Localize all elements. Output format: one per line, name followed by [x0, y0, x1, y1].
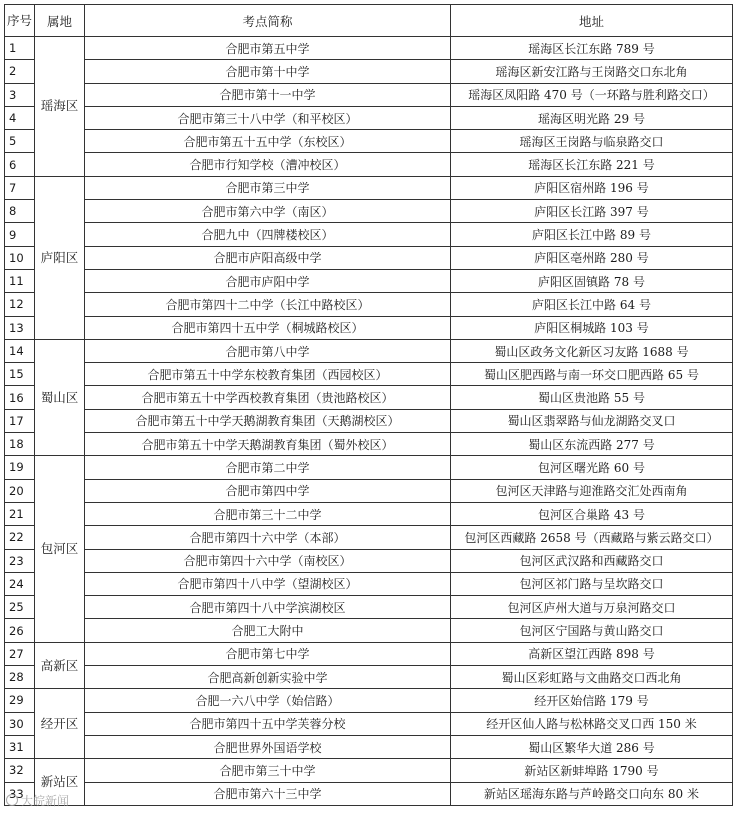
row-number: 2	[5, 60, 35, 83]
school-name: 合肥市第七中学	[85, 642, 451, 665]
table-header-row	[5, 5, 733, 37]
row-number: 24	[5, 572, 35, 595]
row-number: 6	[5, 153, 35, 176]
table-row	[5, 246, 733, 269]
table-row	[5, 479, 733, 502]
school-name: 合肥市第二中学	[85, 456, 451, 479]
table-row	[5, 293, 733, 316]
row-number: 13	[5, 316, 35, 339]
row-number: 15	[5, 363, 35, 386]
school-name: 合肥高新创新实验中学	[85, 666, 451, 689]
watermark	[6, 792, 69, 809]
row-number: 23	[5, 549, 35, 572]
school-name: 合肥市第五十五中学（东校区）	[85, 130, 451, 153]
school-address: 瑶海区明光路 29 号	[451, 106, 733, 129]
row-number: 29	[5, 689, 35, 712]
school-address: 蜀山区政务文化新区习友路 1688 号	[451, 339, 733, 362]
row-number: 10	[5, 246, 35, 269]
school-name: 合肥市庐阳高级中学	[85, 246, 451, 269]
row-number: 27	[5, 642, 35, 665]
row-number: 26	[5, 619, 35, 642]
school-name: 合肥市第四中学	[85, 479, 451, 502]
row-number: 19	[5, 456, 35, 479]
school-address: 包河区庐州大道与万泉河路交口	[451, 596, 733, 619]
school-name: 合肥市庐阳中学	[85, 269, 451, 292]
district-cell: 高新区	[35, 642, 85, 689]
school-name: 合肥市第十中学	[85, 60, 451, 83]
school-name: 合肥市第四十五中学（桐城路校区）	[85, 316, 451, 339]
table-row	[5, 759, 733, 782]
table-row	[5, 60, 733, 83]
school-name: 合肥市第五十中学西校教育集团（贵池路校区）	[85, 386, 451, 409]
row-number: 28	[5, 666, 35, 689]
row-number: 22	[5, 526, 35, 549]
table-row	[5, 712, 733, 735]
table-row	[5, 269, 733, 292]
table-row	[5, 456, 733, 479]
school-address: 包河区合巢路 43 号	[451, 502, 733, 525]
header-address: 地址	[451, 5, 733, 37]
table-row	[5, 502, 733, 525]
table-row	[5, 526, 733, 549]
school-address: 新站区瑶海东路与芦岭路交口向东 80 米	[451, 782, 733, 805]
header-district: 属地	[35, 5, 85, 37]
row-number: 33	[5, 782, 35, 805]
table-row	[5, 37, 733, 60]
table-row	[5, 619, 733, 642]
table-row	[5, 130, 733, 153]
school-address: 庐阳区桐城路 103 号	[451, 316, 733, 339]
school-name: 合肥九中（四牌楼校区）	[85, 223, 451, 246]
row-number: 30	[5, 712, 35, 735]
school-address: 庐阳区长江中路 89 号	[451, 223, 733, 246]
row-number: 18	[5, 433, 35, 456]
school-name: 合肥市第三十二中学	[85, 502, 451, 525]
table-row	[5, 642, 733, 665]
table-row	[5, 106, 733, 129]
exam-venue-table	[4, 4, 733, 806]
district-cell: 庐阳区	[35, 176, 85, 339]
school-address: 新站区新蚌埠路 1790 号	[451, 759, 733, 782]
row-number: 25	[5, 596, 35, 619]
table-row	[5, 363, 733, 386]
header-school: 考点简称	[85, 5, 451, 37]
school-address: 蜀山区贵池路 55 号	[451, 386, 733, 409]
row-number: 31	[5, 735, 35, 758]
table-row	[5, 433, 733, 456]
row-number: 4	[5, 106, 35, 129]
table-row	[5, 572, 733, 595]
school-address: 蜀山区彩虹路与文曲路交口西北角	[451, 666, 733, 689]
school-address: 瑶海区长江东路 789 号	[451, 37, 733, 60]
table-row	[5, 176, 733, 199]
school-address: 蜀山区翡翠路与仙龙湖路交叉口	[451, 409, 733, 432]
school-address: 包河区曙光路 60 号	[451, 456, 733, 479]
watermark-logo-icon	[6, 794, 18, 806]
table-row	[5, 386, 733, 409]
school-name: 合肥市第四十五中学芙蓉分校	[85, 712, 451, 735]
table-body	[5, 37, 733, 806]
school-address: 包河区祁门路与呈坎路交口	[451, 572, 733, 595]
row-number: 9	[5, 223, 35, 246]
school-address: 包河区宁国路与黄山路交口	[451, 619, 733, 642]
row-number: 12	[5, 293, 35, 316]
row-number: 21	[5, 502, 35, 525]
header-no: 序号	[5, 5, 35, 37]
school-name: 合肥市第四十二中学（长江中路校区）	[85, 293, 451, 316]
table-row	[5, 409, 733, 432]
table-row	[5, 596, 733, 619]
school-name: 合肥市第五十中学天鹅湖教育集团（天鹅湖校区）	[85, 409, 451, 432]
school-address: 蜀山区繁华大道 286 号	[451, 735, 733, 758]
school-name: 合肥市第四十八中学（望湖校区）	[85, 572, 451, 595]
district-cell: 瑶海区	[35, 37, 85, 177]
school-address: 瑶海区凤阳路 470 号（一环路与胜利路交口）	[451, 83, 733, 106]
table-row	[5, 549, 733, 572]
table-row	[5, 223, 733, 246]
table-row	[5, 339, 733, 362]
row-number: 5	[5, 130, 35, 153]
table-row	[5, 782, 733, 805]
district-cell: 包河区	[35, 456, 85, 642]
school-address: 包河区西藏路 2658 号（西藏路与紫云路交口）	[451, 526, 733, 549]
school-address: 蜀山区肥西路与南一环交口肥西路 65 号	[451, 363, 733, 386]
row-number: 14	[5, 339, 35, 362]
school-address: 蜀山区东流西路 277 号	[451, 433, 733, 456]
school-name: 合肥市第六十三中学	[85, 782, 451, 805]
school-name: 合肥市第四十六中学（本部）	[85, 526, 451, 549]
table-row	[5, 735, 733, 758]
row-number: 20	[5, 479, 35, 502]
school-name: 合肥市第五十中学天鹅湖教育集团（蜀外校区）	[85, 433, 451, 456]
row-number: 7	[5, 176, 35, 199]
district-cell: 新站区	[35, 759, 85, 806]
row-number: 16	[5, 386, 35, 409]
school-name: 合肥市第四十八中学滨湖校区	[85, 596, 451, 619]
school-address: 庐阳区固镇路 78 号	[451, 269, 733, 292]
school-name: 合肥一六八中学（始信路）	[85, 689, 451, 712]
row-number: 11	[5, 269, 35, 292]
table-row	[5, 200, 733, 223]
row-number: 3	[5, 83, 35, 106]
school-address: 瑶海区长江东路 221 号	[451, 153, 733, 176]
row-number: 32	[5, 759, 35, 782]
school-address: 包河区天津路与迎淮路交汇处西南角	[451, 479, 733, 502]
school-name: 合肥市行知学校（漕冲校区）	[85, 153, 451, 176]
school-name: 合肥市第三中学	[85, 176, 451, 199]
school-address: 高新区望江西路 898 号	[451, 642, 733, 665]
school-name: 合肥世界外国语学校	[85, 735, 451, 758]
school-address: 庐阳区宿州路 196 号	[451, 176, 733, 199]
school-name: 合肥市第四十六中学（南校区）	[85, 549, 451, 572]
table-row	[5, 316, 733, 339]
row-number: 17	[5, 409, 35, 432]
school-address: 庐阳区亳州路 280 号	[451, 246, 733, 269]
school-name: 合肥工大附中	[85, 619, 451, 642]
school-name: 合肥市第十一中学	[85, 83, 451, 106]
school-address: 瑶海区王岗路与临泉路交口	[451, 130, 733, 153]
school-address: 经开区仙人路与松林路交叉口西 150 米	[451, 712, 733, 735]
watermark-text: 大皖新闻	[21, 794, 70, 808]
school-name: 合肥市第五十中学东校教育集团（西园校区）	[85, 363, 451, 386]
school-name: 合肥市第六中学（南区）	[85, 200, 451, 223]
school-address: 包河区武汉路和西藏路交口	[451, 549, 733, 572]
school-name: 合肥市第八中学	[85, 339, 451, 362]
school-address: 庐阳区长江路 397 号	[451, 200, 733, 223]
school-address: 瑶海区新安江路与王岗路交口东北角	[451, 60, 733, 83]
district-cell: 经开区	[35, 689, 85, 759]
school-name: 合肥市第三十中学	[85, 759, 451, 782]
school-address: 经开区始信路 179 号	[451, 689, 733, 712]
school-address: 庐阳区长江中路 64 号	[451, 293, 733, 316]
table-row	[5, 153, 733, 176]
school-name: 合肥市第三十八中学（和平校区）	[85, 106, 451, 129]
row-number: 1	[5, 37, 35, 60]
table-row	[5, 666, 733, 689]
table-row	[5, 83, 733, 106]
row-number: 8	[5, 200, 35, 223]
table-row	[5, 689, 733, 712]
school-name: 合肥市第五中学	[85, 37, 451, 60]
district-cell: 蜀山区	[35, 339, 85, 455]
